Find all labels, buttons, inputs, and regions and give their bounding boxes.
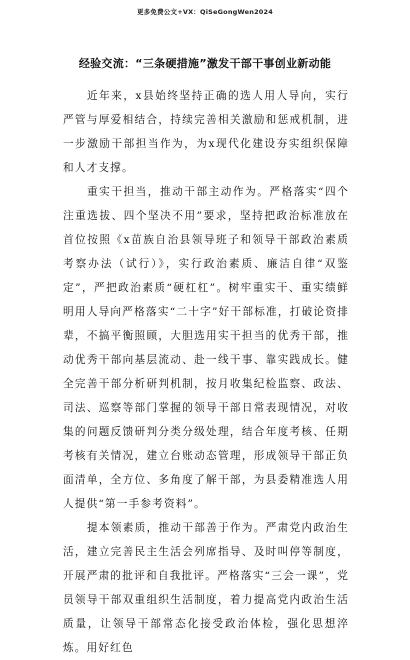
paragraph-ability-quality: 提本领素质，推动干部善于作为。严肃党内政治生活，建立完善民主生活会列席指导、及时叫停等制度，开展严肃的批评和自我批评。严格落实“三会一课”，党员领导干部双重组织生活制度，着力提高党内政治生活质量，让领导干部常态化接受政治体检，强化思想淬炼。用好红色	[63, 522, 349, 654]
paragraph-intro: 近年来，x县始终坚持正确的选人用人导向，实行严管与厚爱相结合，持续完善相关激励和惩戒机制，进一步激励干部担当作为，为x现代化建设夯实组织保障和人才支撑。	[63, 90, 349, 174]
document-title: 经验交流：“三条硬措施”激发干部干事创业新动能	[78, 57, 332, 70]
paragraph-practical-responsibility: 重实干担当，推动干部主动作为。严格落实“四个注重选拔、四个坚决不用”要求，坚持把政治标准放在首位按照《x苗族自治县领导班子和领导干部政治素质考察办法（试行）》，实行政治素质、廉洁自律“双鉴定”，严把政治素质“硬杠杠”。树牢重实干、重实绩鲜明用人导向严格落实“二十字”好干部标准，打破论资排辈，不搞平衡照顾，大胆选用实干担当的优秀干部，推动优秀干部向基层流动、赴一线干事、靠实践成长。健全完善干部分析研判机制，按月收集纪检监察、政法、司法、巡察等部门掌握的领导干部日常表现情况，对收集的问题反馈研判分类分级处理，结合年度考核、任期考核有关情况，建立台账动态管理，形成领导干部正负面清单，全方位、多角度了解干部，为县委精准选人用人提供“第一手参考资料”。	[63, 186, 349, 510]
document-body	[63, 84, 349, 660]
header-note: 更多免费公文+VX：QiSeGongWen2024	[137, 8, 273, 16]
